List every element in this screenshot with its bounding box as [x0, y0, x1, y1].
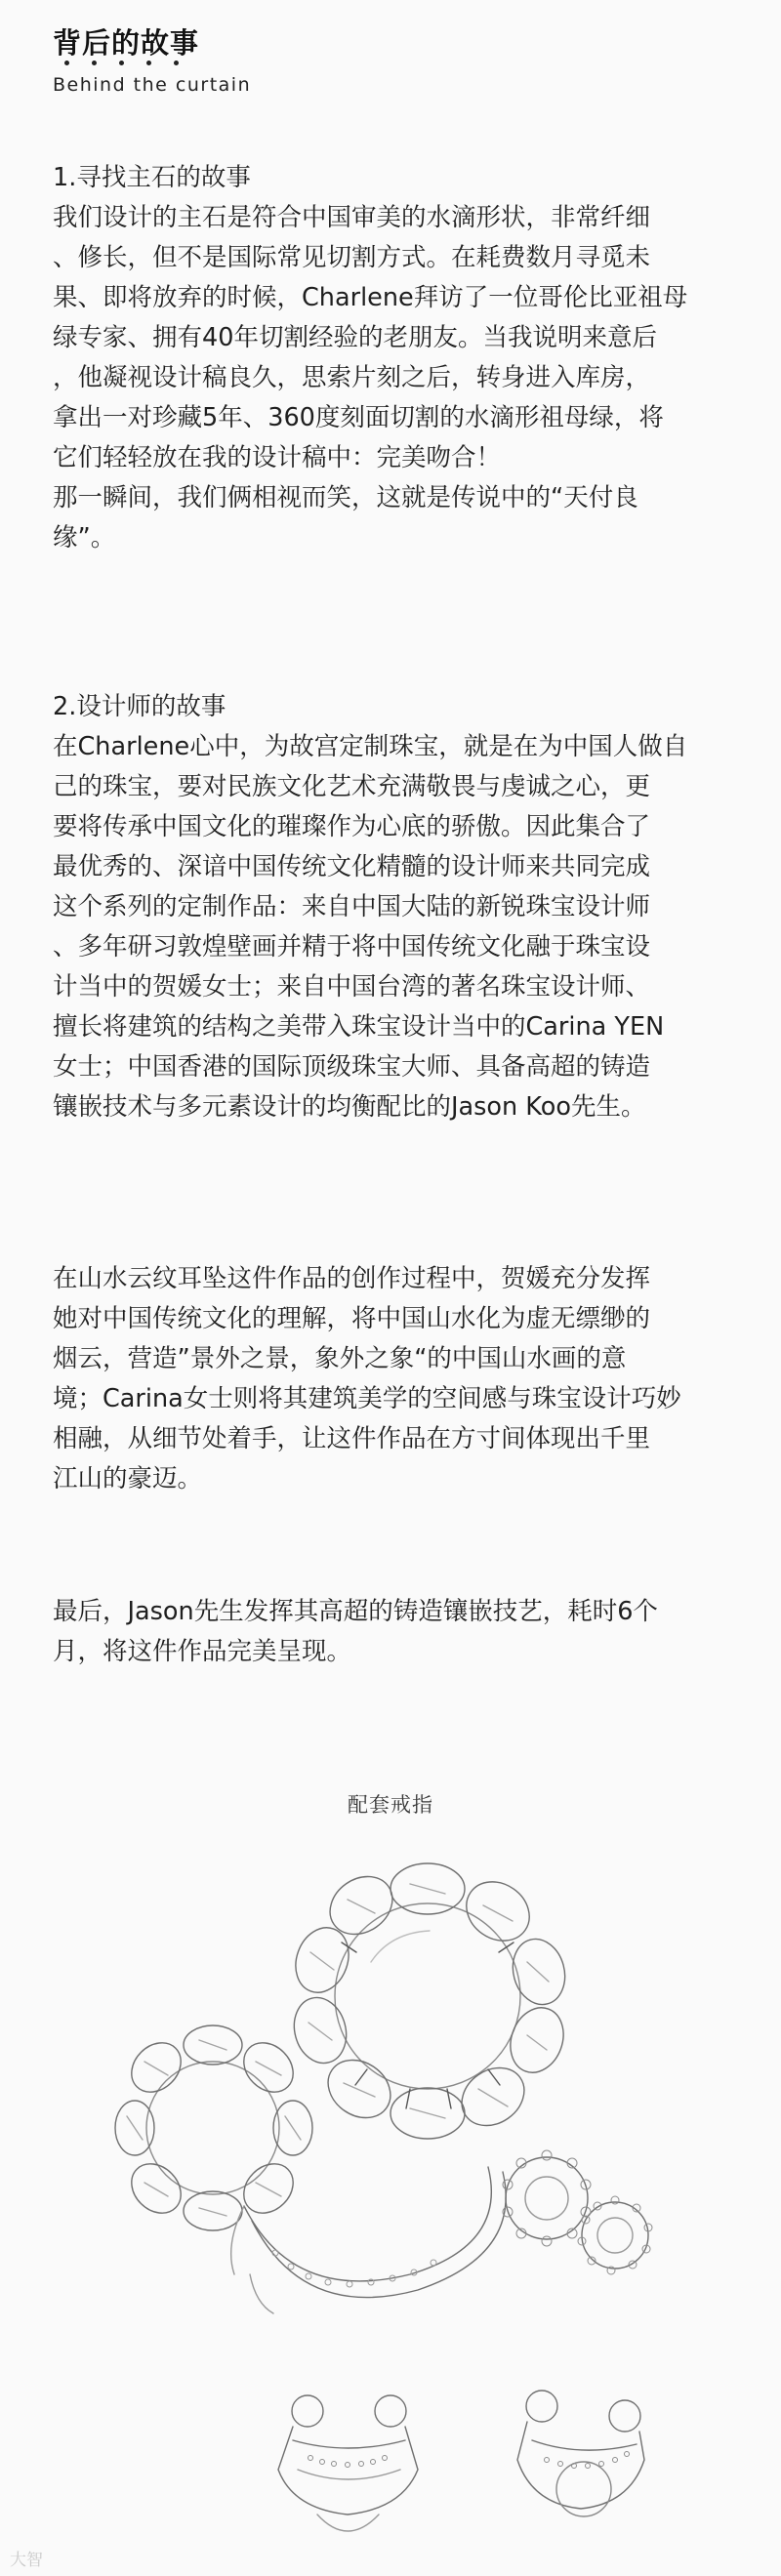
text-line: 绿专家、拥有40年切割经验的老朋友。当我说明来意后	[53, 323, 657, 352]
text-line: 在山水云纹耳坠这件作品的创作过程中，贺媛充分发挥	[53, 1264, 651, 1293]
section2-heading: 2.设计师的故事	[53, 692, 226, 721]
text-line: 在Charlene心中，为故宫定制珠宝，就是在为中国人做自	[53, 732, 688, 761]
paragraph3-block	[53, 1259, 736, 1499]
section2-block	[53, 687, 736, 1127]
text-line: 最后，Jason先生发挥其高超的铸造镶嵌技艺，耗时6个	[53, 1597, 658, 1626]
text-line: 果、即将放弃的时候，Charlene拜访了一位哥伦比亚祖母	[53, 283, 688, 312]
paragraph4-block	[53, 1592, 736, 1672]
text-line: 这个系列的定制作品：来自中国大陆的新锐珠宝设计师	[53, 892, 651, 921]
section1-block	[53, 158, 736, 558]
section1-heading: 1.寻找主石的故事	[53, 163, 251, 192]
text-line: 江山的豪迈。	[53, 1464, 203, 1493]
text-line: 要将传承中国文化的璀璨作为心底的骄傲。因此集合了	[53, 812, 651, 841]
text-line: 己的珠宝，要对民族文化艺术充满敬畏与虔诚之心，更	[53, 772, 651, 801]
text-line: 拿出一对珍藏5年、360度刻面切割的水滴形祖母绿，将	[53, 403, 664, 432]
text-line: ，他凝视设计稿良久，思索片刻之后，转身进入库房，	[53, 363, 651, 392]
illustration-caption: 配套戒指	[348, 1793, 433, 1817]
text-line: 境；Carina女士则将其建筑美学的空间感与珠宝设计巧妙	[53, 1384, 681, 1413]
small-ring-sketch	[115, 2025, 312, 2230]
text-line: 、多年研习敦煌壁画并精于将中国传统文化融于珠宝设	[53, 932, 651, 961]
top-view-rings-sketch	[503, 2150, 652, 2274]
text-line: 擅长将建筑的结构之美带入珠宝设计当中的Carina YEN	[53, 1012, 665, 1042]
page-title: 背后的故事	[53, 26, 200, 60]
text-line: 最优秀的、深谙中国传统文化精髓的设计师来共同完成	[53, 852, 651, 881]
text-line: 、修长，但不是国际常见切割方式。在耗费数月寻觅未	[53, 243, 651, 272]
text-line: 女士；中国香港的国际顶级珠宝大师、具备高超的铸造	[53, 1052, 651, 1082]
large-ring-sketch	[287, 1863, 572, 2139]
watermark-text: 大智	[10, 2551, 43, 2570]
text-line: 它们轻轻放在我的设计稿中：完美吻合！	[53, 443, 502, 472]
text-line: 月，将这件作品完美呈现。	[53, 1637, 352, 1666]
text-line: 烟云，营造”景外之景，象外之象“的中国山水画的意	[53, 1344, 627, 1373]
text-line: 相融，从细节处着手，让这件作品在方寸间体现出千里	[53, 1424, 651, 1453]
ring-sketch-illustration	[0, 1845, 781, 2576]
front-view-ring-right-sketch	[517, 2391, 644, 2516]
page-subtitle: Behind the curtain	[53, 74, 252, 96]
text-line: 那一瞬间，我们俩相视而笑，这就是传说中的“天付良	[53, 483, 638, 512]
front-view-ring-left-sketch	[278, 2395, 418, 2531]
text-line: 镶嵌技术与多元素设计的均衡配比的Jason Koo先生。	[53, 1092, 646, 1122]
text-line: 她对中国传统文化的理解，将中国山水化为虚无缥缈的	[53, 1304, 651, 1333]
text-line: 我们设计的主石是符合中国审美的水滴形状，非常纤细	[53, 203, 651, 232]
title-dots-decoration	[64, 59, 191, 70]
text-line: 缘”。	[53, 523, 116, 552]
text-line: 计当中的贺媛女士；来自中国台湾的著名珠宝设计师、	[53, 972, 651, 1002]
